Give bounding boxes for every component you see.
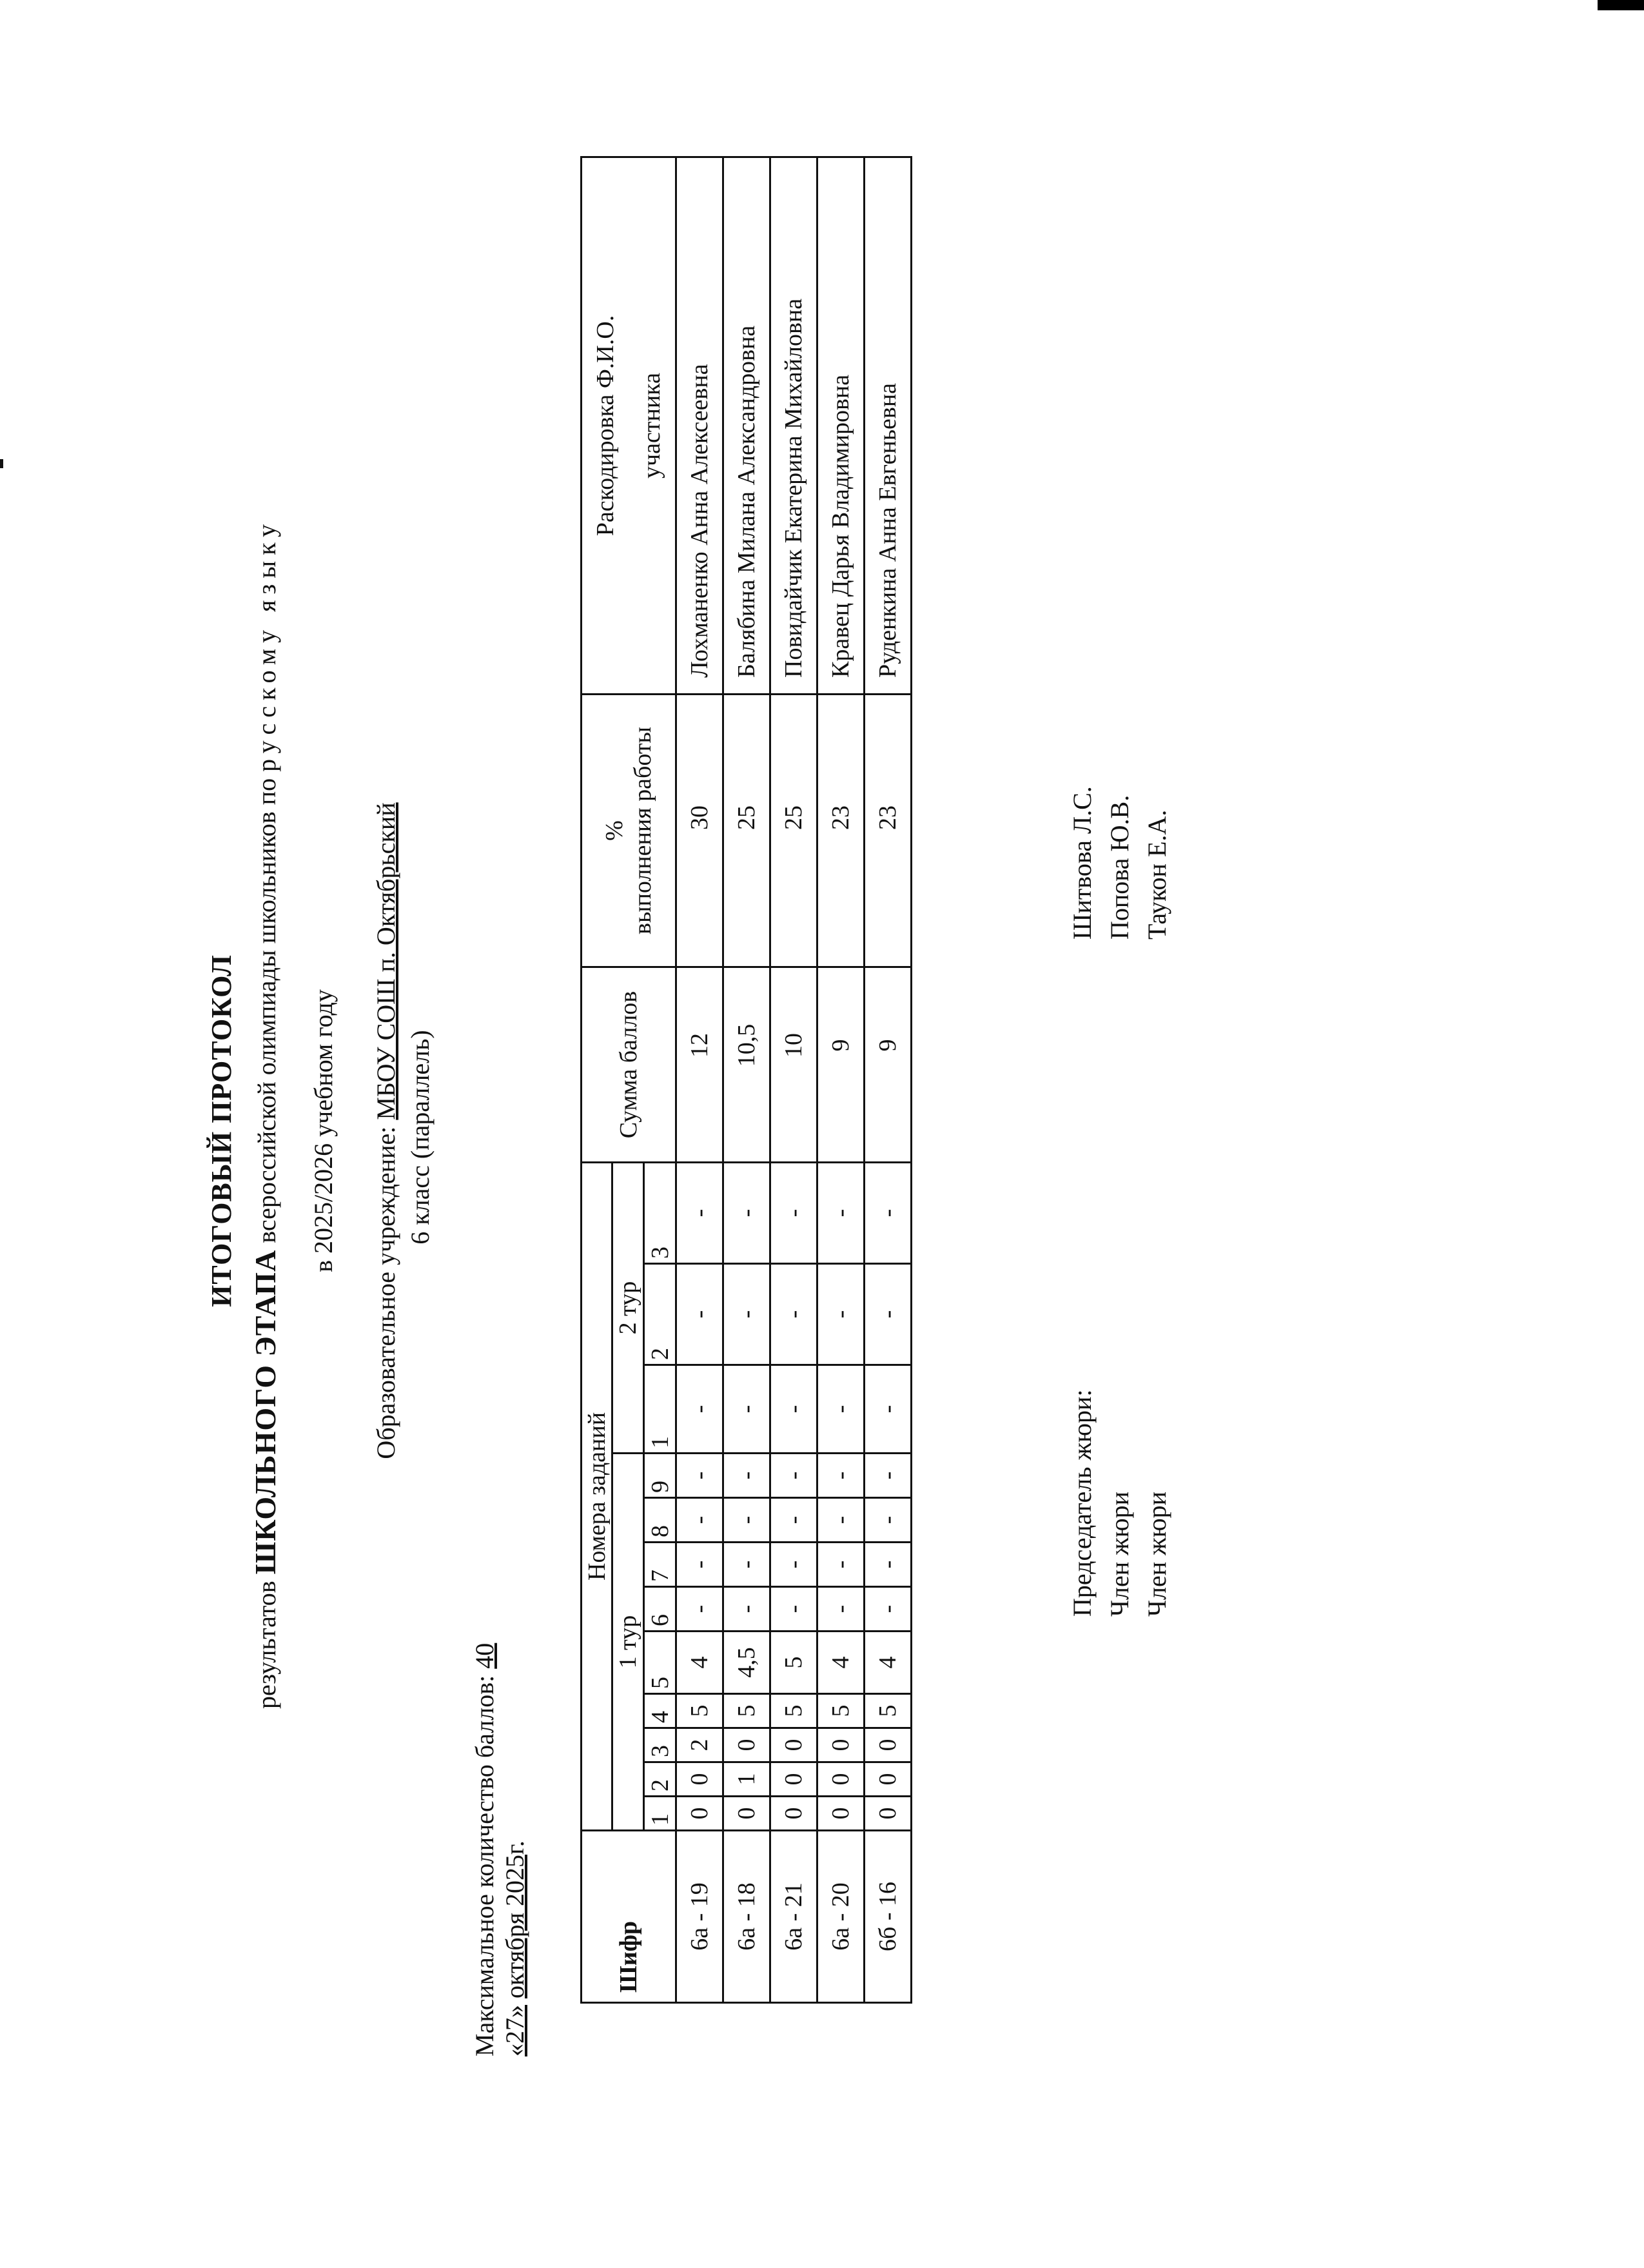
cell-percent: 25 bbox=[723, 695, 770, 967]
cell-tour1-task-9: - bbox=[817, 1454, 865, 1498]
cell-tour1-task-6: - bbox=[676, 1587, 723, 1632]
cell-tour1-task-8: - bbox=[676, 1498, 723, 1543]
jury-chair-name: Шитвова Л.С. bbox=[1068, 786, 1097, 940]
header-task-numbers: Номера заданий bbox=[582, 1163, 612, 1831]
cell-tour1-task-3: 0 bbox=[723, 1728, 770, 1762]
cell-cipher: 6а - 21 bbox=[770, 1831, 817, 2003]
cell-tour1-task-2: 0 bbox=[817, 1762, 865, 1797]
cell-tour1-task-7: - bbox=[865, 1543, 912, 1587]
cell-tour1-task-9: - bbox=[723, 1454, 770, 1498]
grade-parallel: 6 класс (параллель) bbox=[406, 1030, 435, 1245]
subtitle-prefix: результатов bbox=[252, 1581, 281, 1709]
table-row bbox=[817, 157, 865, 2003]
cell-tour1-task-1: 0 bbox=[723, 1797, 770, 1831]
table-row bbox=[723, 157, 770, 2003]
cell-participant-name: Кравец Дарья Владимировна bbox=[817, 157, 865, 695]
cell-tour1-task-3: 0 bbox=[817, 1728, 865, 1762]
cell-participant-name: Балябина Милана Александровна bbox=[723, 157, 770, 695]
cell-percent: 30 bbox=[676, 695, 723, 967]
document-subtitle bbox=[248, 211, 282, 2017]
cell-tour2-task-2: - bbox=[676, 1264, 723, 1365]
results-table bbox=[580, 156, 912, 2004]
jury-member-name: Попова Ю.В. bbox=[1105, 794, 1134, 940]
cell-tour1-task-5: 4 bbox=[676, 1632, 723, 1694]
cell-tour1-task-8: - bbox=[865, 1498, 912, 1543]
cell-tour1-task-1: 0 bbox=[676, 1797, 723, 1831]
cell-tour1-task-8: - bbox=[723, 1498, 770, 1543]
cell-cipher: 6а - 19 bbox=[676, 1831, 723, 2003]
jury-chair-label: Председатель жюри: bbox=[1068, 1389, 1097, 1617]
cell-participant-name: Лохманенко Анна Алексеевна bbox=[676, 157, 723, 695]
jury-member-name: Таукон Е.А. bbox=[1142, 809, 1171, 940]
subtitle-stage: ШКОЛЬНОГО ЭТАПА bbox=[249, 1249, 282, 1575]
date-suffix: г. bbox=[500, 1840, 529, 1855]
cell-tour1-task-9: - bbox=[770, 1454, 817, 1498]
cell-sum: 12 bbox=[676, 967, 723, 1163]
cell-tour1-task-8: - bbox=[770, 1498, 817, 1543]
jury-names bbox=[1064, 786, 1176, 940]
header-percent bbox=[582, 695, 676, 967]
cell-tour2-task-2: - bbox=[865, 1264, 912, 1365]
header-percent-sign: % bbox=[601, 820, 629, 841]
cell-sum: 10 bbox=[770, 967, 817, 1163]
cell-cipher: 6а - 18 bbox=[723, 1831, 770, 2003]
cell-cipher: 6б - 16 bbox=[865, 1831, 912, 2003]
cell-tour1-task-9: - bbox=[676, 1454, 723, 1498]
cell-participant-name: Руденкина Анна Евгеньевна bbox=[865, 157, 912, 695]
header-tour1-task-1: 1 bbox=[643, 1797, 676, 1831]
cell-tour1-task-5: 4,5 bbox=[723, 1632, 770, 1694]
cell-tour1-task-3: 0 bbox=[865, 1728, 912, 1762]
date-line bbox=[500, 1840, 530, 2056]
header-cipher: Шифр bbox=[582, 1831, 676, 2003]
cell-participant-name: Повидайчик Екатерина Михайловна bbox=[770, 157, 817, 695]
cell-tour1-task-7: - bbox=[770, 1543, 817, 1587]
cell-tour2-task-1: - bbox=[770, 1365, 817, 1454]
date-month-year: октября 2025 bbox=[500, 1854, 529, 1998]
cell-tour1-task-7: - bbox=[817, 1543, 865, 1587]
jury-member-label: Член жюри bbox=[1142, 1491, 1171, 1617]
table-row bbox=[865, 157, 912, 2003]
header-sum: Сумма баллов bbox=[582, 967, 676, 1163]
subtitle-subject: русскому языку bbox=[252, 518, 281, 772]
cell-sum: 9 bbox=[865, 967, 912, 1163]
header-tour-2: 2 тур bbox=[612, 1163, 643, 1454]
cell-tour1-task-1: 0 bbox=[865, 1797, 912, 1831]
academic-year: в 2025/2026 учебном году bbox=[309, 989, 338, 1272]
max-score-line bbox=[469, 1643, 500, 2056]
header-name-line2: участника bbox=[638, 373, 666, 478]
jury-member-label: Член жюри bbox=[1105, 1491, 1134, 1617]
header-percent-text: выполнения работы bbox=[629, 727, 657, 934]
subtitle-olympiad: всероссийской олимпиады школьников по bbox=[252, 778, 281, 1243]
cell-tour1-task-3: 2 bbox=[676, 1728, 723, 1762]
cell-tour2-task-3: - bbox=[770, 1163, 817, 1264]
cell-tour2-task-3: - bbox=[865, 1163, 912, 1264]
cell-tour2-task-3: - bbox=[723, 1163, 770, 1264]
cell-tour2-task-2: - bbox=[723, 1264, 770, 1365]
cell-tour2-task-2: - bbox=[770, 1264, 817, 1365]
header-tour1-task-8: 8 bbox=[643, 1498, 676, 1543]
document-title: ИТОГОВЫЙ ПРОТОКОЛ bbox=[206, 954, 237, 1307]
header-tour1-task-4: 4 bbox=[643, 1694, 676, 1728]
header-tour2-task-2: 2 bbox=[643, 1264, 676, 1365]
cell-tour2-task-1: - bbox=[723, 1365, 770, 1454]
cell-tour1-task-4: 5 bbox=[770, 1694, 817, 1728]
cell-tour1-task-5: 4 bbox=[817, 1632, 865, 1694]
table-row bbox=[676, 157, 723, 2003]
max-score-label: Максимальное количество баллов: bbox=[470, 1675, 499, 2056]
header-tour1-task-7: 7 bbox=[643, 1543, 676, 1587]
school-label: Образовательное учреждение: bbox=[371, 1126, 400, 1459]
cell-tour1-task-8: - bbox=[817, 1498, 865, 1543]
cell-tour1-task-7: - bbox=[723, 1543, 770, 1587]
cell-tour1-task-4: 5 bbox=[723, 1694, 770, 1728]
header-tour1-task-6: 6 bbox=[643, 1587, 676, 1632]
header-tour2-task-3: 3 bbox=[643, 1163, 676, 1264]
cell-tour1-task-5: 5 bbox=[770, 1632, 817, 1694]
cell-cipher: 6а - 20 bbox=[817, 1831, 865, 2003]
jury-roles bbox=[1064, 1390, 1176, 1617]
cell-tour1-task-6: - bbox=[817, 1587, 865, 1632]
cell-tour1-task-2: 0 bbox=[676, 1762, 723, 1797]
school-name: МБОУ СОШ п. Октябрьский bbox=[371, 802, 400, 1120]
cell-tour1-task-7: - bbox=[676, 1543, 723, 1587]
cell-tour1-task-6: - bbox=[865, 1587, 912, 1632]
date-day: «27» bbox=[500, 2005, 529, 2056]
cell-tour2-task-1: - bbox=[817, 1365, 865, 1454]
cell-tour2-task-3: - bbox=[817, 1163, 865, 1264]
header-name-line1: Раскодировка Ф.И.О. bbox=[592, 315, 619, 537]
header-tour1-task-2: 2 bbox=[643, 1762, 676, 1797]
cell-percent: 25 bbox=[770, 695, 817, 967]
cell-tour1-task-2: 1 bbox=[723, 1762, 770, 1797]
cell-tour1-task-2: 0 bbox=[865, 1762, 912, 1797]
header-tour2-task-1: 1 bbox=[643, 1365, 676, 1454]
cell-tour1-task-4: 5 bbox=[865, 1694, 912, 1728]
header-tour-1: 1 тур bbox=[612, 1454, 643, 1831]
header-name bbox=[582, 157, 676, 695]
cell-tour1-task-6: - bbox=[770, 1587, 817, 1632]
cell-tour1-task-9: - bbox=[865, 1454, 912, 1498]
school-line bbox=[371, 0, 401, 2262]
cell-tour2-task-1: - bbox=[865, 1365, 912, 1454]
cell-tour2-task-3: - bbox=[676, 1163, 723, 1264]
cell-tour1-task-6: - bbox=[723, 1587, 770, 1632]
cell-tour1-task-5: 4 bbox=[865, 1632, 912, 1694]
results-body bbox=[676, 157, 912, 2003]
table-row bbox=[770, 157, 817, 2003]
header-tour1-task-3: 3 bbox=[643, 1728, 676, 1762]
cell-sum: 10,5 bbox=[723, 967, 770, 1163]
cell-tour1-task-1: 0 bbox=[770, 1797, 817, 1831]
cell-tour1-task-2: 0 bbox=[770, 1762, 817, 1797]
cell-tour1-task-1: 0 bbox=[817, 1797, 865, 1831]
cell-tour1-task-4: 5 bbox=[817, 1694, 865, 1728]
cell-percent: 23 bbox=[865, 695, 912, 967]
header-tour1-task-5: 5 bbox=[643, 1632, 676, 1694]
cell-sum: 9 bbox=[817, 967, 865, 1163]
cell-tour2-task-2: - bbox=[817, 1264, 865, 1365]
cell-tour2-task-1: - bbox=[676, 1365, 723, 1454]
cell-tour1-task-3: 0 bbox=[770, 1728, 817, 1762]
max-score-value: 40 bbox=[470, 1642, 499, 1669]
cell-tour1-task-4: 5 bbox=[676, 1694, 723, 1728]
header-tour1-task-9: 9 bbox=[643, 1454, 676, 1498]
cell-percent: 23 bbox=[817, 695, 865, 967]
